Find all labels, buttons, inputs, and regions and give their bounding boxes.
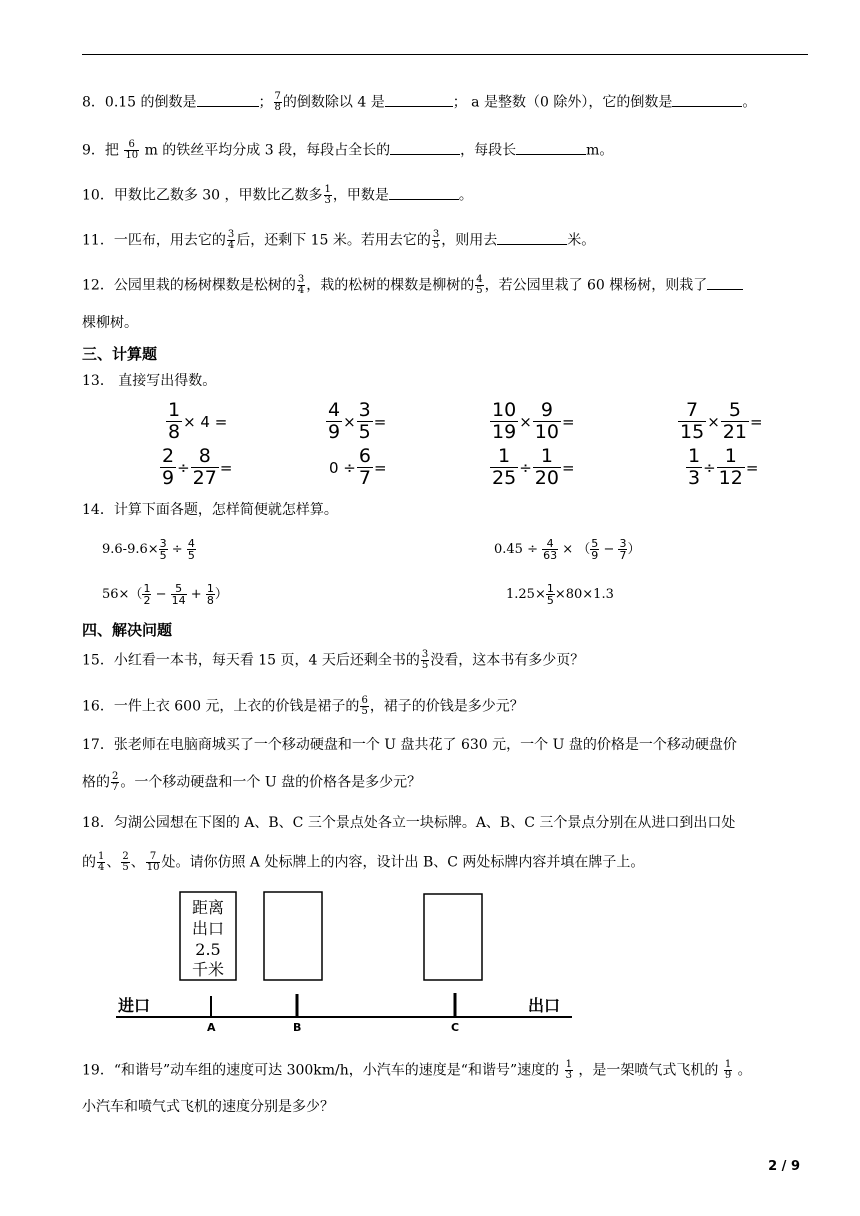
answer-blank[interactable] [389,186,459,200]
question-9: 9．把 $\frac{6}{10}$ m 的铁丝平均分成 3 段，每段占全长的 ，每段长 m。 [82,139,614,161]
sign-b[interactable] [264,892,322,980]
fraction: $\frac{3}{5}$ [432,229,440,251]
section-title-problems: 四、解决问题 [82,621,173,639]
expr-4: 1.25× $\frac{1}{5}$ ×80×1.3 [506,582,614,607]
answer-blank[interactable] [385,93,453,107]
sign-a-line: 2.5 [195,940,221,959]
question-15: 15．小红看一本书，每天看 15 页，4 天后还剩全书的 $\frac{3}{5}$ 没看，这本书有多少页？ [82,649,585,671]
question-10: 10．甲数比乙数多 30 ，甲数比乙数多 $\frac{1}{3}$ ，甲数是 。 [82,184,473,206]
question-14-title: 14．计算下面各题，怎样简便就怎样算。 [82,502,338,518]
answer-blank[interactable] [497,231,567,245]
sign-a-line: 千米 [191,960,225,979]
answer-blank[interactable] [672,93,742,107]
fraction: $\frac{3}{4}$ [297,274,305,296]
fraction: $\frac{3}{4}$ [227,229,235,251]
question-11: 11．一匹布，用去它的 $\frac{3}{4}$ 后，还剩下 15 米。若用去它的 $\frac{3}{5}$ ，则用去 米。 [82,229,596,251]
expr-2: 0.45 ÷ $\frac{4}{63}$ × （ $\frac{5}{9}$ − $\frac{3}{7}$ ） [494,537,641,562]
fraction: $\frac{7}{8}$ [274,91,281,113]
page-number: 2 / 9 [768,1159,800,1174]
q8-text-b: 的倒数除以 4 是 [282,94,385,111]
question-16: 16．一件上衣 600 元，上衣的价钱是裙子的 $\frac{6}{5}$ ，裙子的价钱是多少元？ [82,695,524,717]
calc-item: $\frac{7}{15}$ × $\frac{5}{21}$ = [680,399,763,443]
calc-item: 0 ÷ $\frac{6}{7}$ = [329,445,387,489]
q8-text-c: ； a 是整数（0 除外），它的倒数是 [452,94,673,111]
question-18-line1: 18．匀湖公园想在下图的 A、B、C 三个景点处各立一块标牌。A、B、C 三个景点分别在从进口到出口处 [82,815,736,831]
question-12-line2: 棵柳树。 [82,315,138,331]
question-19-line2: 小汽车和喷气式飞机的速度分别是多少？ [82,1099,334,1115]
point-a-label: A [207,1021,216,1034]
calc-item: $\frac{2}{9}$ ÷ $\frac{8}{27}$ = [162,445,233,489]
point-c-label: C [451,1021,460,1034]
entry-label: 进口 [118,996,151,1015]
answer-blank[interactable] [390,141,460,155]
answer-blank[interactable] [707,276,743,290]
point-b-label: B [293,1021,302,1034]
question-17-line1: 17．张老师在电脑商城买了一个移动硬盘和一个 U 盘共花了 630 元，一个 U 盘的价格是一个移动硬盘价 [82,737,737,753]
q8-text-a: 8．0.15 的倒数是 [82,94,197,111]
calc-item: $\frac{4}{9}$ × $\frac{3}{5}$ = [328,399,387,443]
question-13-title: 13． 直接写出得数。 [82,373,217,389]
question-18-line2: 的 $\frac{1}{4}$ 、 $\frac{2}{5}$ 、 $\frac{7}{10}$ 处。请你仿照 A 处标牌上的内容，设计出 B、C 两处标牌内容并填在牌子上。 [82,851,645,873]
calc-item: $\frac{10}{19}$ × $\frac{9}{10}$ = [492,399,575,443]
sign-a-line: 距离 [191,898,225,917]
expr-3: 56×（ $\frac{1}{2}$ − $\frac{5}{14}$ + $\frac{1}{8}$ ） [102,582,228,607]
sign-a-line: 出口 [191,919,225,938]
fraction: $\frac{1}{3}$ [324,184,331,206]
calc-item: $\frac{1}{8}$ × 4 = [168,399,228,443]
fraction: $\frac{6}{10}$ [125,139,139,161]
header-rule [82,54,808,55]
fraction: $\frac{4}{5}$ [476,274,483,296]
calc-item: $\frac{1}{25}$ ÷ $\frac{1}{20}$ = [492,445,575,489]
exit-label: 出口 [528,996,561,1015]
calc-item: $\frac{1}{3}$ ÷ $\frac{1}{12}$ = [688,445,759,489]
answer-blank[interactable] [197,93,259,107]
question-12: 12．公园里栽的杨树棵数是松树的 $\frac{3}{4}$ ，栽的松树的棵数是柳树的 $\frac{4}{5}$ ，若公园里栽了 60 棵杨树，则栽了 [82,275,743,296]
section-title-calc: 三、计算题 [82,345,158,363]
question-8: 8．0.15 的倒数是 ； $\frac{7}{8}$ 的倒数除以 4 是 ； a 是整数（0 除外），它的倒数是 。 [82,91,757,113]
park-route-diagram [110,885,580,1035]
answer-blank[interactable] [516,141,586,155]
q8-sep: ； [258,94,273,111]
question-19-line1: 19．“和谐号”动车组的速度可达 300km/h，小汽车的速度是“和谐号”速度的 $\frac{1}{3}$ ，是一架喷气式飞机的 $\frac{1}{9}$ 。 [82,1059,752,1081]
expr-1: 9.6-9.6× $\frac{3}{5}$ ÷ $\frac{4}{5}$ [102,537,195,562]
sign-c[interactable] [424,894,482,980]
question-17-line2: 格的 $\frac{2}{7}$ 。一个移动硬盘和一个 U 盘的价格各是多少元？ [82,771,422,793]
